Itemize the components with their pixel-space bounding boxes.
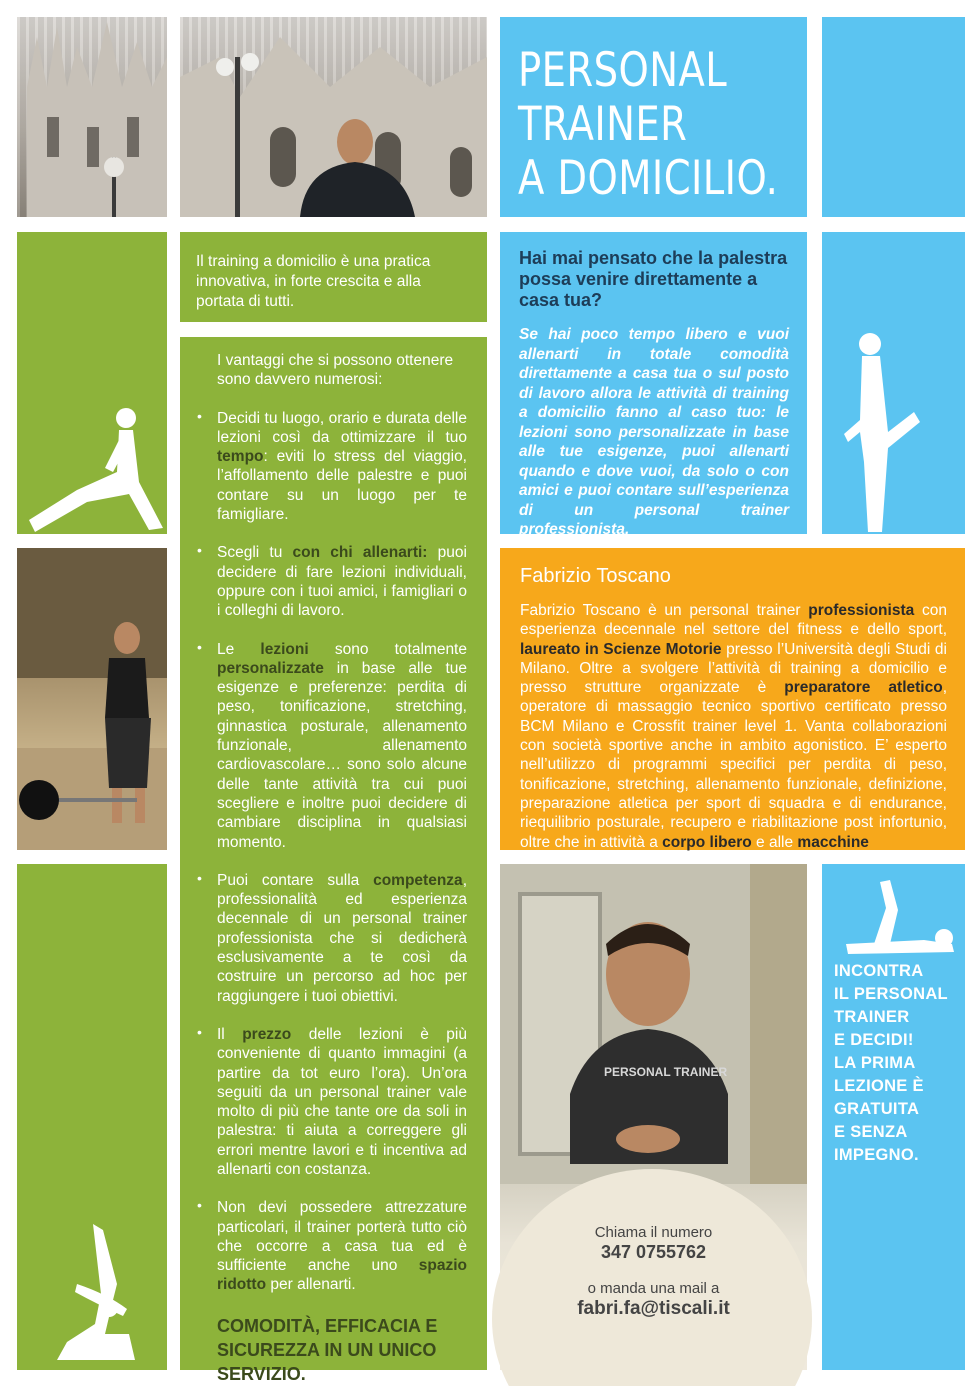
- cathedral-spires-graphic: [17, 17, 167, 217]
- advantage-equipment-keyword: spazio ridotto: [217, 1257, 467, 1294]
- advantage-equipment-text-2: per allenarti.: [266, 1276, 356, 1294]
- bio-text-4: , operatore di massaggio tecnico sportivo certificato presso BCM Milano e Crossfit trainer level 1. Vanta collaborazioni con società sportive anche in ambito agonistico. E’ esperto nell’utilizzo di programmi specifici per perdita di peso, tonificazione, stretching, allenamento funzionale, definizione, preparazione atletica per sport di squadra e di endurance, riequilibrio posturale, recupero e riabilitazione post infortunio, oltre che in attività a: [520, 679, 947, 851]
- question-heading: Hai mai pensato che la palestra possa venire direttamente a casa tua?: [519, 248, 788, 310]
- cta-panel: [822, 864, 965, 1370]
- lunge-stretch-icon: [17, 232, 167, 534]
- advantages-lead: I vantaggi che si possono ottenere sono davvero numerosi:: [217, 352, 454, 389]
- bio-keyword-2: laureato in Scienze Motorie: [520, 640, 722, 658]
- trainer-barbell-graphic: [17, 548, 167, 850]
- call-label: Chiama il numero: [594, 1224, 713, 1241]
- mail-label: o manda una mail a: [587, 1280, 720, 1297]
- bio-text-2: con esperienza decennale nel settore del fitness e dello sport,: [520, 602, 947, 639]
- advantage-lessons-keyword-2: personalizzate: [217, 659, 324, 677]
- advantages-list: [197, 409, 467, 1295]
- question-body: Se hai poco tempo libero e vuoi allenarti in totale comodità direttamente a casa tua o sul posto di lavoro allora le attività di training a domicilio fanno al caso tuo: le lezioni sono personalizzate in base alle tue esigenze, puoi allenarti quando e dove vuoi, da solo o con amici e puoi contare sull’esperienza di un personal trainer professionista.: [519, 326, 789, 538]
- cathedral-photo-left: [17, 17, 167, 217]
- lunge-silhouette-panel: [17, 232, 167, 534]
- title-panel: [500, 17, 807, 217]
- advantage-company-text: Scegli tu: [217, 544, 293, 562]
- advantage-competence-text: Puoi contare sulla: [217, 871, 374, 889]
- bio-text-3: presso l’Università degli Studi di Milano. Oltre a svolgere l’attività di training a domicilio e presso strutture organizzate è: [520, 640, 948, 697]
- advantages-panel: [180, 337, 487, 1384]
- floor-leg-raise-icon: [834, 868, 964, 958]
- phone-number: 347 0755762: [600, 1242, 707, 1262]
- bio-keyword-4: corpo libero: [662, 833, 752, 851]
- trainer-outdoor-photo: [180, 17, 487, 217]
- advantage-lessons-text: Le: [217, 640, 261, 658]
- cta-line-9: IMPEGNO.: [834, 1146, 919, 1164]
- page-title: [518, 43, 779, 206]
- cta-line-2: IL PERSONAL: [834, 985, 948, 1003]
- bio-keyword-3: preparatore atletico: [784, 679, 943, 697]
- bio-keyword-5: macchine: [797, 833, 869, 851]
- contact-block: [500, 1224, 807, 1320]
- advantage-lessons: [197, 640, 467, 852]
- advantage-time-keyword: tempo: [217, 448, 264, 466]
- trainer-gym-photo: [17, 548, 167, 850]
- cta-line-7: GRATUITA: [834, 1100, 920, 1118]
- question-panel: [500, 232, 807, 538]
- bio-keyword-1: professionista: [808, 602, 915, 619]
- advantage-price: [197, 1025, 467, 1179]
- advantage-lessons-text-2: sono totalmente: [308, 640, 467, 658]
- advantage-time: [197, 409, 467, 525]
- closing-slogan: COMODITÀ, EFFICACIA E SICUREZZA IN UN UNICO SERVIZIO.: [217, 1315, 438, 1384]
- cta-line-1: INCONTRA: [834, 962, 924, 980]
- advantage-competence: [197, 871, 467, 1006]
- standing-stretch-panel: [822, 232, 965, 534]
- trainer-running-graphic: [180, 17, 487, 217]
- title-line-3: A DOMICILIO.: [518, 151, 779, 206]
- stretch-silhouette-panel: [17, 864, 167, 1370]
- email-address[interactable]: fabri.fa@tiscali.it: [577, 1298, 730, 1319]
- leg-raise-stretch-icon: [17, 864, 167, 1370]
- quad-stretch-icon: [822, 232, 965, 534]
- advantage-time-text: Decidi tu luogo, orario e durata delle lezioni così da ottimizzare il tuo: [217, 409, 467, 446]
- advantage-equipment: [197, 1198, 467, 1294]
- advantage-price-keyword: prezzo: [242, 1025, 292, 1043]
- advantage-company-text-2: puoi decidere di fare lezioni individuali, oppure con i tuoi amici, i famigliari o i colleghi di lavoro.: [217, 544, 467, 620]
- blue-accent-block-top: [822, 17, 965, 217]
- bio-panel: [500, 548, 965, 850]
- advantage-equipment-text: Non devi possedere attrezzature particolari, il trainer porterà tutto ciò che occorre a casa tua ed è sufficiente anche uno: [217, 1199, 467, 1275]
- advantage-competence-text-2: , professionalità ed esperienza decennale di un personal trainer professionista che si dedicherà esclusivamente a te così da costruire un percorso ad hoc per raggiungere i tuoi obiettivi.: [217, 871, 467, 1005]
- title-line-2: TRAINER: [518, 97, 688, 152]
- advantage-company-keyword: con chi allenarti:: [292, 544, 428, 562]
- intro-panel: [180, 232, 487, 322]
- cta-text: [834, 960, 965, 1167]
- intro-text: Il training a domicilio è una pratica innovativa, in forte crescita e alla portata di tutti.: [196, 253, 431, 310]
- cta-line-8: E SENZA: [834, 1123, 908, 1141]
- advantage-competence-keyword: competenza: [373, 871, 463, 889]
- cta-line-5: LA PRIMA: [834, 1054, 916, 1072]
- bio-text-5: e alle: [751, 833, 798, 851]
- advantage-company: [197, 543, 467, 620]
- cta-line-3: TRAINER: [834, 1008, 910, 1026]
- title-line-1: PERSONAL: [518, 43, 728, 98]
- bio-text-1: Fabrizio Toscano è un personal trainer: [520, 602, 809, 619]
- trainer-name: Fabrizio Toscano: [520, 565, 671, 587]
- advantage-price-text-2: delle lezioni è più conveniente di quanto immagini (a partire da tot euro l’ora). Un’ora seguiti da un personal trainer vale molto di più che tante ore da soli in palestra: ti aiuta a correggere gli errori mentre lavori e ti incentiva ad allenarti con costanza.: [217, 1025, 467, 1178]
- advantage-time-text-2: : eviti lo stress del viaggio, l’affollamento delle palestre e puoi contare su un luogo per te famigliare.: [217, 448, 467, 524]
- trainer-portrait-photo: [500, 864, 807, 1370]
- cta-line-6: LEZIONE È: [834, 1077, 924, 1095]
- advantage-lessons-text-3: in base alle tue esigenze e preferenze: perdita di peso, tonificazione, stretching, ginnastica posturale, allenamento funzionale, allenamento cardiovascolare… sono solo alcune delle tante attività tra cui puoi scegliere e inoltre puoi decidere di cambiare disciplina in qualsiasi momento.: [217, 659, 467, 851]
- advantage-price-text: Il: [217, 1025, 243, 1043]
- trainer-bio: [520, 601, 947, 852]
- tshirt-print-text: PERSONAL TRAINER: [604, 1065, 728, 1079]
- advantage-lessons-keyword: lezioni: [260, 640, 309, 658]
- cta-line-4: E DECIDI!: [834, 1031, 914, 1049]
